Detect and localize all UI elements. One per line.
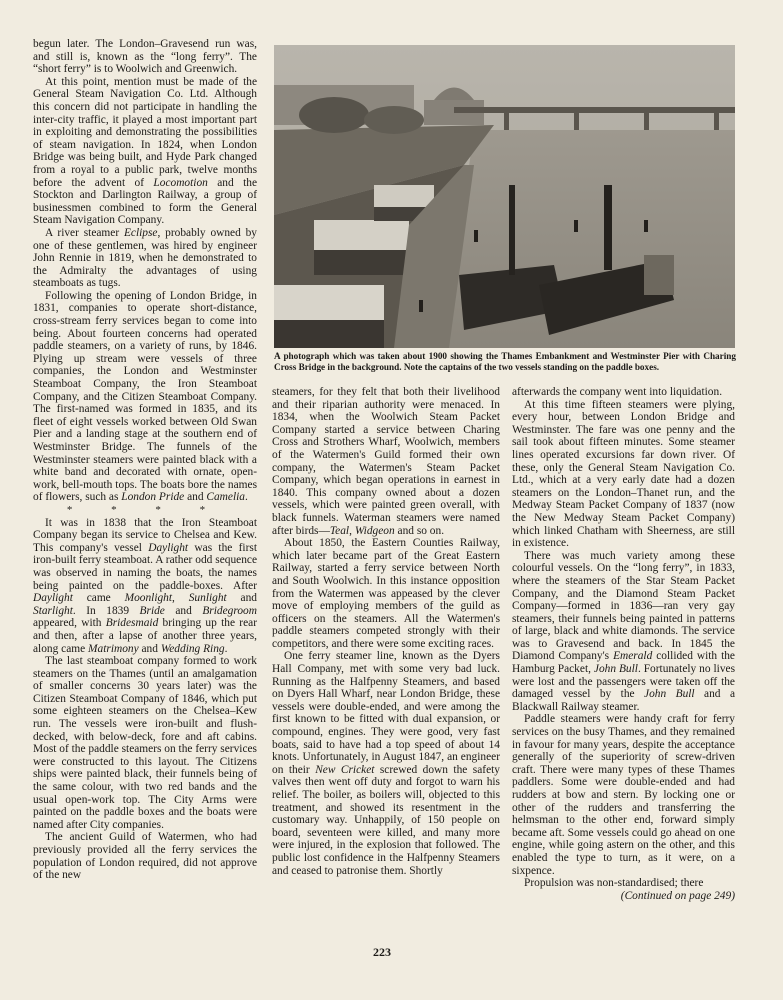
paragraph: At this time fifteen steamers were plying, every hour, between London Bridge and Westminster. The fare was one penny and the sail took about fifteen minutes. Some steamer lines operated excursions far down river. Of these, only the General Steam Navigation Co. Ltd., which at a very early date had a dozen steamers on the London–Thanet run, and the Medway Steam Packet Company of 1837 (now the New Medway Steam Packet Company) which linked Chatham with Sheerness, are still in existence.	[512, 398, 735, 550]
column-3	[512, 386, 735, 902]
paragraph: Paddle steamers were handy craft for ferry services on the busy Thames, and they remained in favour for many years, despite the acceptance generally of the superiority of screw-driven craft. There were many types of these Thames paddlers. Some were double-ended and had rudders at bow and stern. By locking one or other of the rudders and transferring the helmsman to the other end, forward simply became aft. Some vessels could go ahead on one engine, while going astern on the other, and this enabled the type to turn, as it were, on a sixpence.	[512, 713, 735, 877]
paragraph: begun later. The London–Gravesend run was, and still is, known as the “long ferry”. The “short ferry” is to Woolwich and Greenwich.	[33, 38, 257, 76]
paragraph: There was much variety among these colourful vessels. On the “long ferry”, in 1833, where the steamers of the Star Steam Packet Company, and the Diamond Steam Packet Company—formed in 1836—ran very gay steamers, their funnels being painted in patterns of large, black and white diamonds. The service was to Gravesend and back. In 1845 the Diamond Company's Emerald collided with the Hamburg Packet, John Bull. Fortunately no lives were lost and the passengers were taken off the damaged vessel by the John Bull and a Blackwall Railway steamer.	[512, 549, 735, 713]
paragraph: At this point, mention must be made of the General Steam Navigation Co. Ltd. Although this concern did not participate in handling the inter-city traffic, it played a most important part in exploiting and demonstrating the possibilities of steam navigation. In 1824, when London Bridge was being built, and Hyde Park changed from a royal to a public park, twelve months before the advent of Locomotion and the Stockton and Darlington Railway, a group of businessmen combined to form the General Steam Navigation Company.	[33, 75, 258, 227]
continued-note: (Continued on page 249)	[620, 889, 735, 902]
thames-embankment-photo	[274, 45, 735, 348]
column-2	[272, 386, 500, 877]
photo-caption: A photograph which was taken about 1900 showing the Thames Embankment and Westminster Pier with Charing Cross Bridge in the background. Note the captains of the two vessels standing on the paddle boxes.	[274, 351, 736, 372]
paragraph: A river steamer Eclipse, probably owned by one of these gentlemen, was hired by engineer John Rennie in 1819, when he demonstrated to the Admiralty the advantages of using steamboats as tugs.	[33, 226, 258, 290]
paragraph: steamers, for they felt that both their livelihood and their riparian authority were menaced. In 1834, when the Woolwich Steam Packet Company started a service between Charing Cross and Strothers Wharf, Woolwich, members of the Watermen's Guild formed their own company, the Watermen's Steam Packet Company, which began operations in earnest in 1840. This company owned about a dozen vessels, which were painted green overall, with black funnels. Waterman steamers were named after birds—Teal, Widgeon and so on.	[272, 386, 500, 537]
page-number: 223	[373, 945, 391, 959]
paragraph: About 1850, the Eastern Counties Railway, which later became part of the Great Eastern Railway, started a ferry service between North and South Woolwich. In this instance opposition from the Watermen was appeased by the clever move of employing members of the guild as officers on the steamers. All the Watermen's paddle steamers competed strongly with their competitors, and there were some exciting races.	[272, 537, 500, 650]
paragraph: Following the opening of London Bridge, in 1831, companies to operate short-distance, cross-stream ferry services began to come into being. About fourteen concerns had operated paddle steamers, on a variety of runs, by 1846. Plying up stream were vessels of three companies, the London and Westminster Steamboat Company, the Iron Steamboat Company, and the Citizen Steamboat Company. The first-named was formed in 1835, and its fleet of eight vessels worked between Old Swan Pier and a landing stage at the southern end of Westminster Bridge. The funnels of the Westminster steamers were painted black with a white band and decorated with ornate, open-work, bell-mouth tops. The boats bore the names of flowers, such as London Pride and Camelia.	[33, 289, 257, 504]
paragraph: Propulsion was non-standardised; there	[524, 877, 704, 890]
paragraph: One ferry steamer line, known as the Dyers Hall Company, met with some very bad luck. Running as the Halfpenny Steamers, and based on Dyers Hall Wharf, near London Bridge, these vessels were double-ended, and were among the first known to be fitted with dual expansion, or compound, engines. They were good, very fast boats, said to have had a top speed of about 14 knots. Unfortunately, in August 1847, an engineer on their New Cricket screwed down the safety valves then went off duty and forgot to warn his relief. The boiler, as boilers will, objected to this treatment, and showed its resentment in the customary way. Unhappily, of 150 people on board, seventeen were killed, and many more were injured, in the explosion that followed. The public lost confidence in the Halfpenny Steamers and ceased to patronise them. Shortly	[272, 650, 500, 877]
paragraph: The ancient Guild of Watermen, who had previously provided all the ferry services the population of London required, did not approve of the new	[33, 831, 257, 882]
paragraph: It was in 1838 that the Iron Steamboat Company began its service to Chelsea and Kew. This company's vessel Daylight was the first iron-built ferry steamboat. A rather odd sequence was observed in naming the boats, the names being painted on the paddle-boxes. After Daylight came Moonlight, Sunlight and Starlight. In 1839 Bride and Bridegroom appeared, with Bridesmaid bringing up the rear and then, after a lapse of another three years, along came Matrimony and Wedding Ring.	[33, 516, 257, 655]
column-1	[33, 38, 257, 882]
paragraph: afterwards the company went into liquidation.	[512, 386, 723, 398]
paragraph: The last steamboat company formed to work steamers on the Thames (until an amalgamation of smaller concerns 30 years later) was the Citizen Steamboat Company of 1846, which put some eighteen steamers on the Chelsea–Kew run. The vessels were iron-built and flush-decked, with below-deck, fore and aft cabins. Most of the paddle steamers on the ferry services were constructed to this layout. The Citizens ships were painted black, their funnels being of the same colour, with two red bands and the usual open-work top. The City Arms were painted on the paddle boxes and the boats were named after City companies.	[33, 655, 257, 831]
section-separator: * * * *	[66, 503, 224, 516]
